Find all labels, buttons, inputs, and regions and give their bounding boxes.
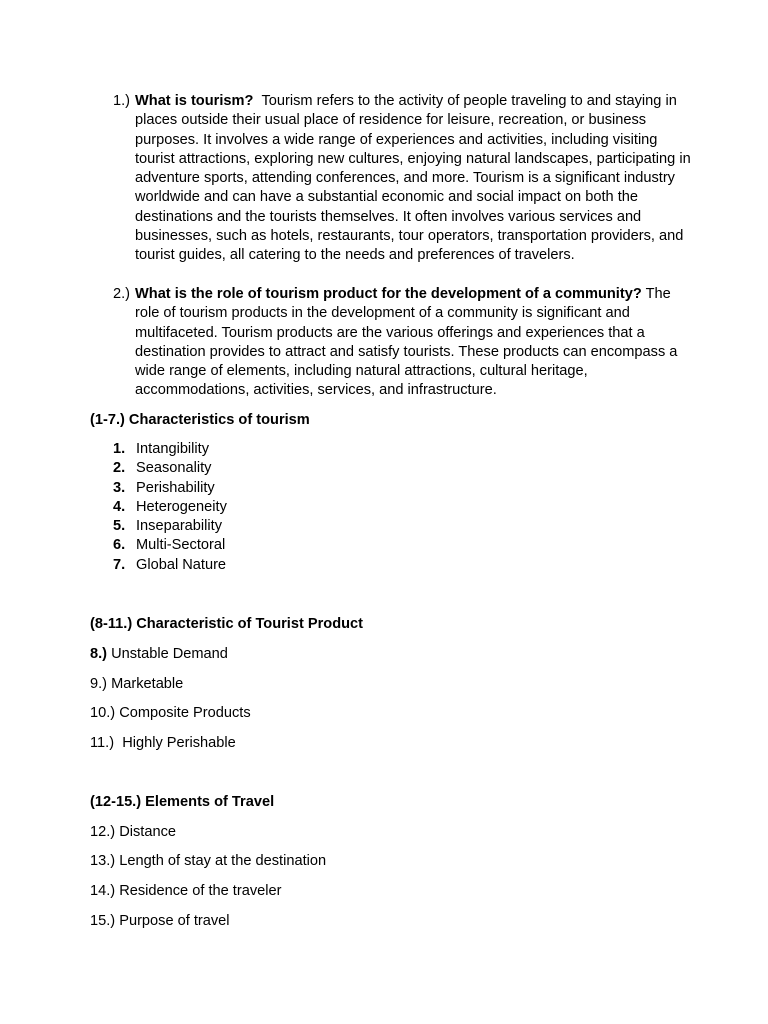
list-item-text: Inseparability <box>136 518 222 535</box>
list-item <box>113 440 227 459</box>
question-title: What is the role of tourism product for the development of a community? <box>135 286 642 302</box>
travel-element-item <box>90 823 176 842</box>
section-heading-tourist-product: (8-11.) Characteristic of Tourist Product <box>90 616 364 632</box>
list-item-number: 3. <box>113 479 126 496</box>
list-item-text: Heterogeneity <box>136 498 227 515</box>
tourist-product-item <box>90 734 236 753</box>
question-body <box>135 92 698 266</box>
item-text: Highly Perishable <box>118 735 236 751</box>
list-item-number: 7. <box>113 556 126 573</box>
list-item <box>113 479 227 498</box>
item-number: 10.) <box>90 705 116 721</box>
list-item-number: 6. <box>113 537 126 554</box>
list-item-text: Global Nature <box>136 556 227 573</box>
travel-element-item <box>90 852 326 871</box>
list-item-text: Multi-Sectoral <box>136 537 226 554</box>
item-text: Composite Products <box>119 705 251 721</box>
item-text: Purpose of travel <box>119 913 230 929</box>
item-text: Length of stay at the destination <box>119 853 327 869</box>
question-title: What is tourism? <box>135 93 254 109</box>
tourist-product-item <box>90 675 183 694</box>
question-number: 2.) <box>113 286 131 302</box>
section-heading-characteristics: (1-7.) Characteristics of tourism <box>90 412 310 428</box>
question-number: 1.) <box>113 93 131 109</box>
item-number: 14.) <box>90 883 116 899</box>
list-item-number: 2. <box>113 460 126 477</box>
item-number: 12.) <box>90 824 116 840</box>
travel-element-item <box>90 912 230 931</box>
item-text: Distance <box>119 824 176 840</box>
list-item <box>113 498 227 517</box>
list-item-text: Perishability <box>136 479 215 496</box>
item-text: Residence of the traveler <box>119 883 282 899</box>
question-item <box>113 285 698 401</box>
list-item <box>113 556 227 575</box>
item-number: 13.) <box>90 853 116 869</box>
travel-element-item <box>90 882 281 901</box>
question-item <box>113 92 698 266</box>
question-answer: The role of tourism products in the development of a community is significant and multifaceted. Tourism products are the various offerings and experiences that a destination provides to attract and satisfy tourists. These products can encompass a wide range of elements, including natural attractions, cultural heritage, accommodations, activities, services, and infrastructure. <box>135 286 678 399</box>
list-item-text: Seasonality <box>136 460 212 477</box>
section-heading-elements-of-travel: (12-15.) Elements of Travel <box>90 794 275 810</box>
tourist-product-item <box>90 645 228 664</box>
list-item <box>113 536 227 555</box>
item-number: 15.) <box>90 913 116 929</box>
characteristics-list <box>113 440 227 575</box>
question-body <box>135 285 698 401</box>
item-number: 8.) <box>90 646 108 662</box>
item-number: 9.) <box>90 676 108 692</box>
list-item-number: 1. <box>113 441 126 457</box>
item-text: Unstable Demand <box>111 646 228 662</box>
list-item <box>113 517 227 536</box>
list-item-number: 4. <box>113 498 126 515</box>
list-item <box>113 459 227 478</box>
item-text: Marketable <box>111 676 184 692</box>
item-number: 11.) <box>90 735 115 751</box>
tourist-product-item <box>90 704 251 723</box>
list-item-number: 5. <box>113 518 126 535</box>
list-item-text: Intangibility <box>136 441 210 457</box>
question-answer: Tourism refers to the activity of people traveling to and staying in places outside their usual place of residence for leisure, recreation, or business purposes. It involves a wide range of experiences and activities, including visiting tourist attractions, exploring new cultures, enjoying natural landscapes, participating in adventure sports, attending conferences, and more. Tourism is a significant industry worldwide and can have a substantial economic and social impact on both the destinations and the tourists themselves. It often involves various services and businesses, such as hotels, restaurants, tour operators, transportation providers, and tourist guides, all catering to the needs and preferences of travelers. <box>135 93 691 264</box>
